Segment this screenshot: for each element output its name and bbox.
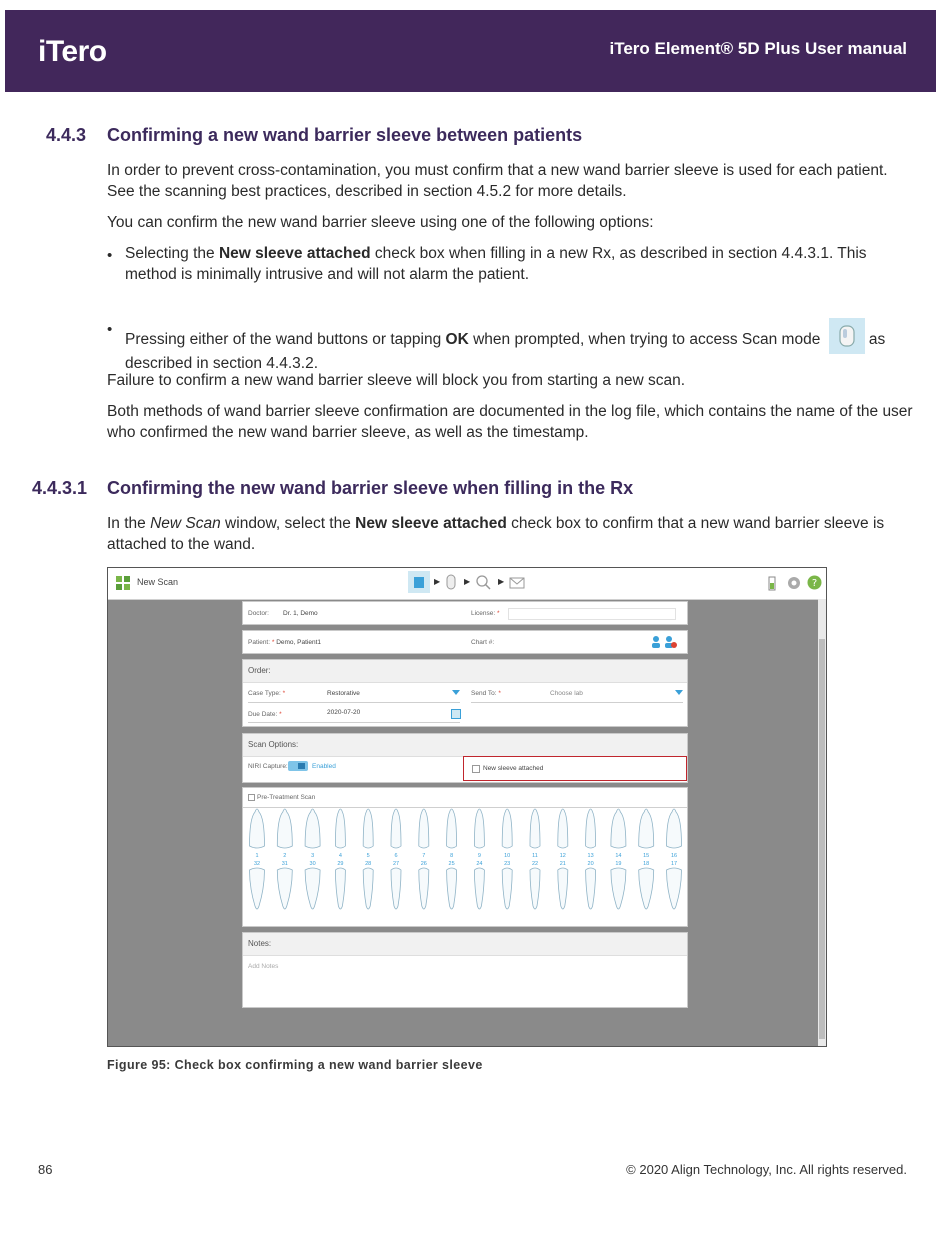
upper-tooth[interactable] — [447, 809, 457, 848]
doctor-label: Doctor: — [248, 610, 269, 617]
niri-toggle[interactable] — [288, 761, 308, 771]
chevron-down-icon[interactable] — [675, 690, 683, 697]
divider — [471, 702, 683, 703]
lower-tooth[interactable] — [639, 868, 654, 909]
subsection-number: 4.4.3.1 — [32, 478, 88, 498]
new-sleeve-label[interactable]: New sleeve attached — [483, 765, 544, 772]
required-mark: * — [271, 639, 275, 646]
upper-tooth[interactable] — [305, 809, 320, 848]
required-mark: * — [279, 711, 282, 718]
app-grid-icon — [116, 576, 130, 595]
upper-tooth[interactable] — [639, 809, 654, 848]
notes-textarea[interactable]: Add Notes — [248, 963, 279, 970]
lower-tooth[interactable] — [363, 868, 373, 909]
manual-title: iTero Element® 5D Plus User manual — [609, 39, 907, 58]
upper-tooth[interactable] — [667, 809, 682, 848]
upper-tooth-number: 1 — [255, 853, 259, 859]
paragraph: In order to prevent cross-contamination, you must confirm that a new wand barrier sleeve is used for each patient. See the scanning best practices, described in section 4.5.2 for more details. — [107, 162, 888, 200]
paragraph: Failure to confirm a new wand barrier sleeve will block you from starting a new scan. — [107, 372, 686, 389]
upper-tooth-number: 10 — [504, 853, 511, 859]
patient-card — [242, 630, 688, 654]
bold-text: New sleeve attached — [355, 515, 507, 532]
view-step-icon[interactable] — [474, 574, 492, 595]
upper-tooth[interactable] — [502, 809, 512, 848]
required-mark: * — [498, 690, 501, 697]
lower-tooth-number: 25 — [448, 861, 455, 867]
lower-tooth[interactable] — [502, 868, 512, 909]
required-mark: * — [282, 690, 286, 697]
upper-tooth[interactable] — [277, 809, 292, 848]
send-to-label — [471, 690, 501, 697]
upper-tooth-number: 6 — [394, 853, 398, 859]
calendar-icon[interactable] — [451, 709, 461, 721]
lower-tooth-number: 20 — [587, 861, 594, 867]
scan-step-icon[interactable] — [444, 574, 458, 595]
upper-tooth-number: 12 — [559, 853, 566, 859]
upper-tooth[interactable] — [611, 809, 626, 848]
text: check box to confirm that a new wand barrier sleeve is attached to the wand. — [107, 515, 885, 553]
lower-tooth-number: 21 — [559, 861, 566, 867]
bullet-dot: • — [107, 321, 113, 338]
header-banner — [5, 10, 936, 92]
doctor-card — [242, 601, 688, 625]
app-toolbar — [108, 568, 826, 600]
chevron-down-icon[interactable] — [452, 690, 460, 697]
gear-icon[interactable] — [786, 575, 802, 596]
new-sleeve-checkbox[interactable] — [472, 765, 480, 773]
lower-tooth-number: 26 — [420, 861, 427, 867]
license-label-text: License: — [471, 610, 496, 617]
license-input[interactable] — [508, 608, 676, 620]
paragraph — [107, 514, 917, 555]
upper-tooth-number: 13 — [587, 853, 594, 859]
upper-tooth-number: 11 — [532, 853, 538, 859]
upper-tooth[interactable] — [419, 809, 429, 848]
lower-tooth-number: 27 — [392, 861, 400, 867]
upper-tooth[interactable] — [335, 809, 345, 848]
page-number: 86 — [38, 1162, 53, 1177]
paragraph: Both methods of wand barrier sleeve confirmation are documented in the log file, which contains the name of the user who confirmed the new wand barrier sleeve, as well as the timestamp. — [107, 403, 913, 441]
text: when prompted, when trying to access Scan mode — [468, 331, 825, 348]
help-icon[interactable] — [807, 575, 822, 595]
lower-tooth[interactable] — [667, 868, 682, 909]
upper-tooth-number: 5 — [366, 853, 370, 859]
bullet-dot: • — [107, 247, 113, 264]
order-card — [242, 659, 688, 727]
niri-label: NIRI Capture: — [248, 763, 288, 770]
patient-label — [248, 639, 321, 646]
subsection-title: Confirming the new wand barrier sleeve when filling in the Rx — [107, 478, 634, 498]
window-title: New Scan — [137, 577, 179, 587]
svg-text:?: ? — [811, 578, 818, 589]
upper-tooth-number: 8 — [450, 853, 454, 859]
patient-search-icon[interactable] — [650, 635, 678, 651]
pretreatment-label[interactable]: Pre-Treatment Scan — [257, 794, 316, 801]
rx-step-icon[interactable] — [408, 571, 430, 593]
text: as described in section 4.4.3.2. — [125, 331, 886, 372]
upper-tooth-number: 2 — [283, 853, 287, 859]
bullet-item — [125, 244, 915, 285]
lower-tooth[interactable] — [305, 868, 320, 909]
lower-tooth-number: 17 — [670, 861, 678, 867]
paragraph: You can confirm the new wand barrier sleeve using one of the following options: — [107, 214, 654, 231]
patient-label-text: Patient: — [248, 639, 271, 646]
text: Selecting the — [125, 245, 219, 262]
case-type-label-text: Case Type: — [248, 690, 281, 697]
section-number: 4.4.3 — [46, 125, 87, 145]
lower-tooth-number: 30 — [309, 861, 316, 867]
itero-logo: iTero — [38, 35, 107, 68]
scrollbar-thumb[interactable] — [819, 639, 825, 1039]
upper-tooth-number: 3 — [311, 853, 315, 859]
scrollbar[interactable] — [818, 599, 826, 1046]
scan-options-heading: Scan Options: — [243, 734, 687, 757]
bold-text: OK — [445, 331, 469, 348]
send-to-label-text: Send To: — [471, 690, 497, 697]
new-sleeve-highlight — [463, 756, 687, 781]
upper-tooth[interactable] — [474, 809, 484, 848]
upper-tooth-number: 4 — [338, 853, 342, 859]
divider — [248, 702, 460, 703]
text: window, select the — [220, 515, 356, 532]
lower-tooth-number: 24 — [476, 861, 483, 867]
arrow-icon: ▶ — [464, 577, 471, 586]
notes-card — [242, 932, 688, 1008]
lower-tooth[interactable] — [335, 868, 345, 909]
lower-tooth-number: 18 — [643, 861, 650, 867]
lower-tooth-number: 31 — [281, 861, 288, 867]
arrow-icon: ▶ — [434, 577, 441, 586]
case-type-select[interactable]: Restorative — [327, 690, 360, 697]
lower-tooth[interactable] — [558, 868, 568, 909]
upper-tooth[interactable] — [558, 809, 568, 848]
battery-icon — [768, 575, 776, 596]
upper-tooth-number: 14 — [615, 853, 622, 859]
lower-tooth[interactable] — [611, 868, 626, 909]
lower-tooth[interactable] — [391, 868, 401, 909]
order-heading: Order: — [243, 660, 687, 683]
lower-tooth-number: 32 — [253, 861, 261, 867]
lower-tooth[interactable] — [530, 868, 540, 909]
upper-tooth[interactable] — [363, 809, 373, 848]
text: check box when filling in a new Rx, as described in section 4.4.3.1. This method is minimally intrusive and will not alarm the patient. — [125, 245, 867, 283]
due-date-label-text: Due Date: — [248, 711, 278, 718]
upper-tooth-number: 15 — [643, 853, 650, 859]
due-date-value[interactable]: 2020-07-20 — [327, 709, 361, 716]
lower-tooth[interactable] — [277, 868, 292, 909]
send-to-select[interactable]: Choose lab — [550, 690, 583, 697]
send-step-icon[interactable] — [509, 576, 525, 594]
case-type-label — [248, 690, 285, 697]
lower-tooth-number: 29 — [337, 861, 344, 867]
arrow-icon: ▶ — [498, 577, 505, 586]
upper-tooth[interactable] — [586, 809, 596, 848]
tooth-chart[interactable] — [243, 788, 687, 928]
lower-tooth-number: 28 — [365, 861, 372, 867]
teeth-card — [242, 787, 688, 927]
lower-tooth[interactable] — [419, 868, 429, 909]
doctor-value[interactable]: Dr. 1, Demo — [283, 610, 318, 617]
copyright: © 2020 Align Technology, Inc. All rights reserved. — [626, 1162, 907, 1177]
upper-tooth-number: 7 — [422, 853, 426, 859]
patient-value[interactable]: Demo, Patient1 — [276, 639, 322, 646]
divider — [248, 722, 460, 723]
upper-tooth[interactable] — [391, 809, 401, 848]
text: Pressing either of the wand buttons or tapping — [125, 331, 446, 348]
lower-tooth-number: 23 — [504, 861, 511, 867]
notes-heading: Notes: — [243, 933, 687, 956]
lower-tooth-number: 19 — [615, 861, 622, 867]
lower-tooth[interactable] — [447, 868, 457, 909]
due-date-label — [248, 711, 282, 718]
license-label — [471, 610, 500, 617]
text: In the — [107, 515, 151, 532]
lower-tooth[interactable] — [250, 868, 265, 909]
required-mark: * — [497, 610, 500, 617]
figure-caption: Figure 95: Check box confirming a new wand barrier sleeve — [107, 1058, 483, 1072]
bullet-item — [125, 318, 915, 375]
upper-tooth[interactable] — [250, 809, 265, 848]
new-scan-screenshot — [107, 567, 827, 1047]
lower-tooth[interactable] — [474, 868, 484, 909]
scan-options-card — [242, 733, 688, 783]
lower-tooth-number: 22 — [531, 861, 539, 867]
upper-tooth-number: 9 — [477, 853, 481, 859]
bold-text: New sleeve attached — [218, 245, 371, 262]
upper-tooth-number: 16 — [670, 853, 678, 859]
lower-tooth[interactable] — [586, 868, 596, 909]
upper-tooth[interactable] — [530, 809, 540, 848]
niri-value: Enabled — [312, 763, 336, 770]
scan-mode-icon — [829, 318, 865, 354]
chart-label: Chart #: — [471, 639, 495, 646]
italic-text: New Scan — [150, 515, 221, 532]
section-title: Confirming a new wand barrier sleeve between patients — [107, 125, 583, 145]
